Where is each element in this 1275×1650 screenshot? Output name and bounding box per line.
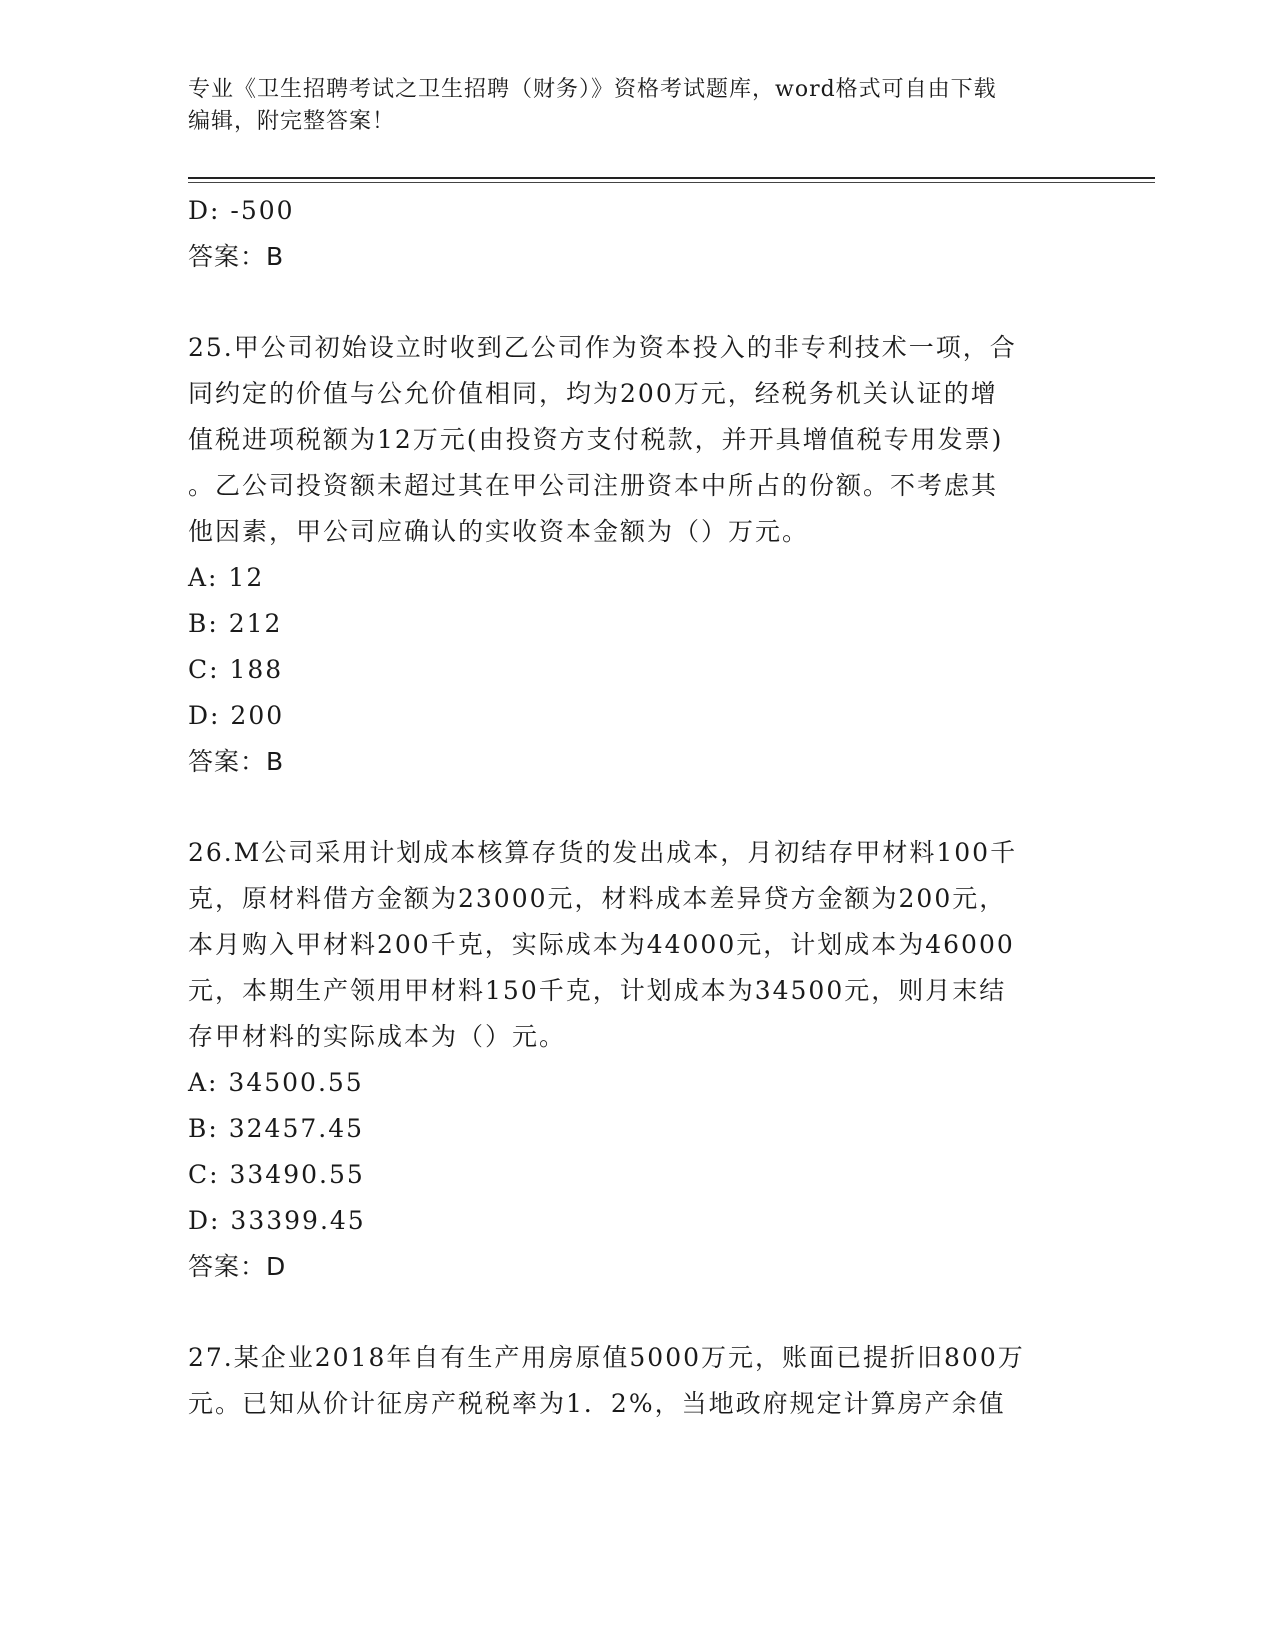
question-27 — [188, 1335, 1088, 1427]
question-text-line: 27.某企业2018年自有生产用房原值5000万元，账面已提折旧800万 — [188, 1343, 1025, 1372]
question-26 — [188, 830, 1088, 1290]
option-b: B: 32457.45 — [188, 1114, 365, 1143]
question-text-line: 元，本期生产领用甲材料150千克，计划成本为34500元，则月末结 — [188, 976, 1007, 1005]
question-text-line: 25.甲公司初始设立时收到乙公司作为资本投入的非专利技术一项，合 — [188, 333, 1017, 362]
question-text-line: 他因素，甲公司应确认的实收资本金额为（）万元。 — [188, 517, 810, 546]
header-rule — [188, 177, 1155, 179]
option-a: A: 12 — [188, 563, 265, 592]
option-d: D: -500 — [188, 196, 295, 225]
question-text-line: 同约定的价值与公允价值相同，均为200万元，经税务机关认证的增 — [188, 379, 998, 408]
header-rule-thin — [188, 182, 1155, 183]
question-text-line: 26.M公司采用计划成本核算存货的发出成本，月初结存甲材料100千 — [188, 838, 1018, 867]
option-c: C: 33490.55 — [188, 1160, 365, 1189]
answer-line: 答案：B — [188, 747, 285, 776]
option-a: A: 34500.55 — [188, 1068, 364, 1097]
question-text-line: 。乙公司投资额未超过其在甲公司注册资本中所占的份额。不考虑其 — [188, 471, 999, 500]
question-text-line: 存甲材料的实际成本为（）元。 — [188, 1022, 567, 1051]
question-text-line: 本月购入甲材料200千克，实际成本为44000元，计划成本为46000 — [188, 930, 1015, 959]
question-text-line: 克，原材料借方金额为23000元，材料成本差异贷方金额为200元， — [188, 884, 1007, 913]
page-header — [188, 74, 1068, 138]
question-text-line: 值税进项税额为12万元(由投资方支付税款，并开具增值税专用发票) — [188, 425, 1004, 454]
answer-line: 答案：D — [188, 1252, 287, 1281]
option-c: C: 188 — [188, 655, 284, 684]
header-line-2: 编辑，附完整答案！ — [188, 109, 396, 134]
question-25 — [188, 325, 1088, 785]
option-d: D: 200 — [188, 701, 285, 730]
document-body — [188, 188, 1088, 1427]
option-d: D: 33399.45 — [188, 1206, 366, 1235]
answer-line: 答案：B — [188, 242, 285, 271]
question-text-line: 元。已知从价计征房产税税率为1．2%，当地政府规定计算房产余值 — [188, 1389, 1006, 1418]
header-line-1: 专业《卫生招聘考试之卫生招聘（财务）》资格考试题库，word格式可自由下载 — [188, 77, 997, 102]
option-b: B: 212 — [188, 609, 283, 638]
